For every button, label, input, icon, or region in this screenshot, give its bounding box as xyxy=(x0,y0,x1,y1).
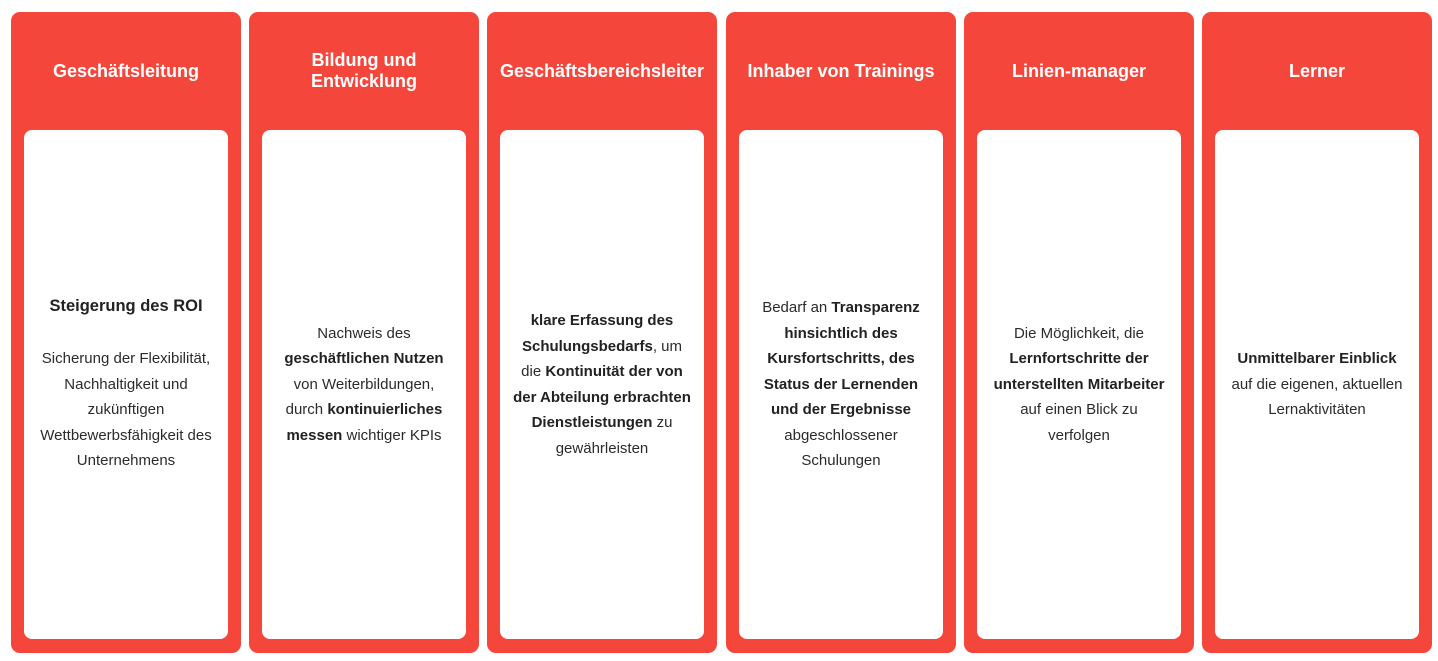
emphasis-text: klare Erfassung des Schulungsbedarfs xyxy=(521,312,674,355)
card-inhaber-von-trainings xyxy=(726,12,956,653)
card-title: Lerner xyxy=(1288,60,1346,81)
body-text-run: von Weiterbildungen, durch xyxy=(285,375,435,419)
card-title: Geschäftsleitung xyxy=(52,60,200,81)
body-text-run: wichtiger KPIs xyxy=(342,426,442,444)
card-body xyxy=(739,130,943,639)
body-text-run: , um die xyxy=(521,337,683,380)
body-text-run: abgeschlossener Schulungen xyxy=(784,426,898,470)
emphasis-text: geschäftlichen Nutzen xyxy=(284,350,444,368)
body-text-run: Die Möglichkeit, die xyxy=(1013,324,1145,342)
emphasis-text: Kontinuität der von der Abteilung erbrachten Dienstleistungen xyxy=(513,363,691,431)
card-body-text xyxy=(36,346,216,474)
card-geschaeftsleitung xyxy=(11,12,241,653)
card-body-text xyxy=(512,308,692,461)
card-body xyxy=(1215,130,1419,639)
card-lerner xyxy=(1202,12,1432,653)
body-text-run: auf die eigenen, aktuellen Lernaktivitäten xyxy=(1231,375,1403,419)
card-body-text xyxy=(1227,346,1407,423)
card-body-text xyxy=(751,295,931,474)
card-body xyxy=(977,130,1181,639)
card-linien-manager xyxy=(964,12,1194,653)
card-title: Geschäftsbereichsleiter xyxy=(499,60,705,81)
card-body-text xyxy=(274,321,454,449)
body-text-run: Sicherung der Flexibilität, Nachhaltigkeit und zukünftigen Wettbewerbsfähigkeit des Unternehmens xyxy=(40,350,212,470)
body-text-run: Bedarf an xyxy=(762,299,832,317)
card-body xyxy=(262,130,466,639)
card-title: Linien-manager xyxy=(1011,60,1147,81)
emphasis-text: Transparenz hinsichtlich des Kursfortschritts, des Status der Lernenden und der Ergebnisse xyxy=(763,299,920,419)
emphasis-text: kontinuierliches messen xyxy=(286,401,443,444)
card-body-text xyxy=(989,321,1169,449)
card-body-heading: Steigerung des ROI xyxy=(49,297,203,316)
card-title: Inhaber von Trainings xyxy=(747,60,935,81)
body-text-run: zu gewährleisten xyxy=(555,414,673,457)
body-text-run: Nachweis des xyxy=(317,324,411,342)
card-title: Bildung und Entwicklung xyxy=(310,50,417,91)
emphasis-text: Lernfortschritte der unterstellten Mitarbeiter xyxy=(993,350,1165,393)
card-body xyxy=(500,130,704,639)
card-body xyxy=(24,130,228,639)
body-text-run: auf einen Blick zu verfolgen xyxy=(1020,401,1138,444)
card-geschaeftsbereichsleiter xyxy=(487,12,717,653)
emphasis-text: Unmittelbarer Einblick xyxy=(1237,350,1397,368)
card-bildung-und-entwicklung xyxy=(249,12,479,653)
